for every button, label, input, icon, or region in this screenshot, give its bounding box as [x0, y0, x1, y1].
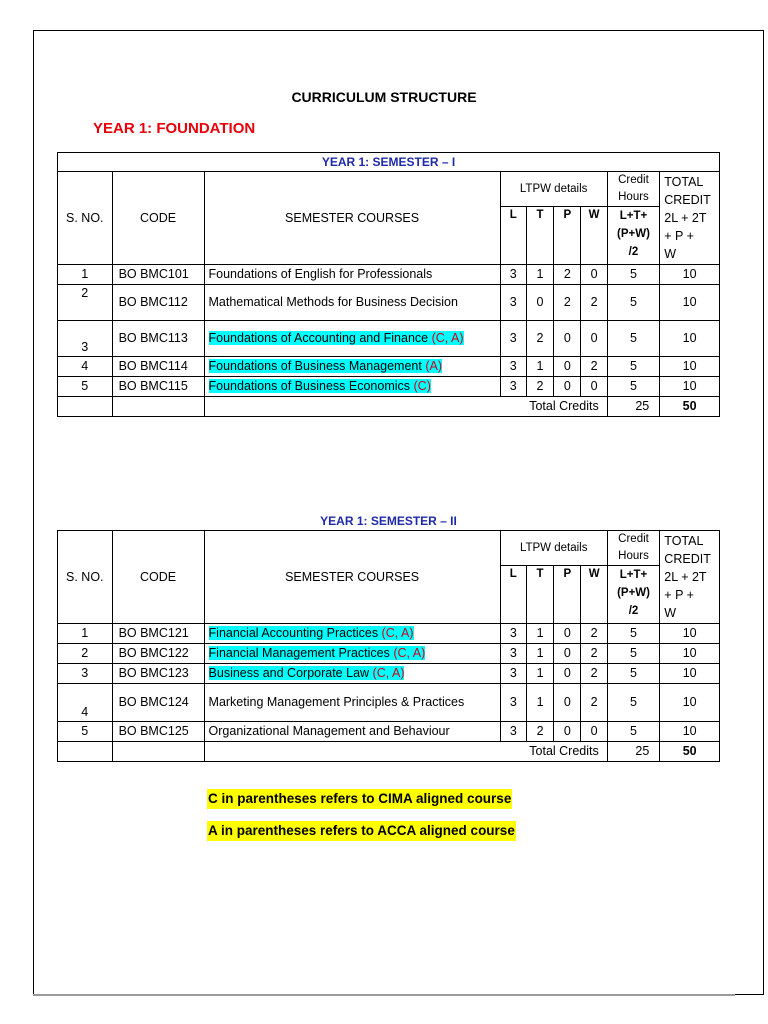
semester-caption: YEAR 1: SEMESTER – I — [58, 153, 720, 172]
total-spacer — [58, 742, 113, 762]
row-credit-hours: 5 — [607, 644, 660, 664]
row-code: BO BMC124 — [112, 684, 204, 722]
row-sno: 3 — [58, 321, 113, 357]
note-acca: A in parentheses refers to ACCA aligned course — [207, 821, 516, 841]
row-l: 3 — [500, 684, 526, 722]
row-w: 2 — [581, 285, 607, 321]
course-alignment-tag: (C, A) — [372, 666, 405, 680]
total-spacer — [112, 397, 204, 417]
row-sno: 2 — [58, 285, 113, 321]
row-code: BO BMC114 — [112, 357, 204, 377]
header-courses: SEMESTER COURSES — [204, 172, 500, 265]
header-l: L — [500, 207, 526, 265]
course-alignment-tag: (A) — [425, 359, 442, 373]
row-w: 2 — [581, 684, 607, 722]
course-row — [58, 722, 720, 742]
total-spacer — [58, 397, 113, 417]
row-credit-hours: 5 — [607, 664, 660, 684]
course-row — [58, 285, 720, 321]
header-t: T — [526, 566, 553, 624]
header-formula: L+T+ (P+W) /2 — [607, 566, 660, 624]
header-sno: S. NO. — [58, 531, 113, 624]
course-row — [58, 321, 720, 357]
row-sno: 4 — [58, 684, 113, 722]
row-l: 3 — [500, 321, 526, 357]
row-course — [204, 285, 500, 321]
row-credit-hours: 5 — [607, 265, 660, 285]
header-formula: L+T+ (P+W) /2 — [607, 207, 660, 265]
row-t: 1 — [526, 644, 553, 664]
row-sno: 1 — [58, 265, 113, 285]
row-code: BO BMC115 — [112, 377, 204, 397]
header-w: W — [581, 566, 607, 624]
row-w: 0 — [581, 265, 607, 285]
row-course — [204, 265, 500, 285]
row-sno: 2 — [58, 644, 113, 664]
row-p: 0 — [554, 377, 581, 397]
row-credit-hours: 5 — [607, 624, 660, 644]
header-credit-hours: Credit Hours — [607, 531, 660, 566]
row-code: BO BMC113 — [112, 321, 204, 357]
course-alignment-tag: (C, A) — [431, 331, 464, 345]
header-code: CODE — [112, 172, 204, 265]
row-course — [204, 321, 500, 357]
row-t: 1 — [526, 265, 553, 285]
course-name: Organizational Management and Behaviour — [208, 724, 450, 738]
row-w: 0 — [581, 321, 607, 357]
row-code: BO BMC112 — [112, 285, 204, 321]
row-course — [204, 722, 500, 742]
row-course — [204, 377, 500, 397]
course-name: Financial Accounting Practices — [208, 626, 379, 640]
course-name: Mathematical Methods for Business Decision — [208, 295, 458, 309]
row-p: 0 — [554, 357, 581, 377]
header-l: L — [500, 566, 526, 624]
course-name: Foundations of Business Management — [208, 359, 422, 373]
row-p: 0 — [554, 722, 581, 742]
row-code: BO BMC123 — [112, 664, 204, 684]
header-credit-hours: Credit Hours — [607, 172, 660, 207]
row-t: 2 — [526, 377, 553, 397]
header-code: CODE — [112, 531, 204, 624]
course-name: Financial Management Practices — [208, 646, 390, 660]
row-code: BO BMC125 — [112, 722, 204, 742]
row-p: 0 — [554, 644, 581, 664]
row-p: 0 — [554, 684, 581, 722]
row-l: 3 — [500, 624, 526, 644]
row-total-credit: 10 — [660, 664, 720, 684]
course-name: Foundations of Accounting and Finance — [208, 331, 429, 345]
row-w: 2 — [581, 644, 607, 664]
row-l: 3 — [500, 644, 526, 664]
row-code: BO BMC121 — [112, 624, 204, 644]
row-w: 2 — [581, 624, 607, 644]
row-t: 1 — [526, 357, 553, 377]
row-total-credit: 10 — [660, 684, 720, 722]
footer-divider — [33, 994, 735, 996]
note-cima: C in parentheses refers to CIMA aligned course — [207, 789, 512, 809]
course-row — [58, 265, 720, 285]
course-name: Business and Corporate Law — [208, 666, 370, 680]
semester-1-table — [57, 152, 720, 417]
row-l: 3 — [500, 357, 526, 377]
course-alignment-tag: (C, A) — [393, 646, 426, 660]
row-credit-hours: 5 — [607, 722, 660, 742]
row-sno: 4 — [58, 357, 113, 377]
row-code: BO BMC101 — [112, 265, 204, 285]
total-spacer — [112, 742, 204, 762]
course-name: Foundations of Business Economics — [208, 379, 411, 393]
course-alignment-tag: (C, A) — [381, 626, 414, 640]
row-total-credit: 10 — [660, 265, 720, 285]
total-credits: 50 — [660, 397, 720, 417]
row-w: 0 — [581, 377, 607, 397]
header-ltpw: LTPW details — [500, 172, 607, 207]
row-total-credit: 10 — [660, 644, 720, 664]
course-name: Marketing Management Principles & Practices — [208, 695, 465, 709]
row-w: 2 — [581, 357, 607, 377]
total-credits: 50 — [660, 742, 720, 762]
document-title: CURRICULUM STRUCTURE — [291, 89, 477, 105]
row-total-credit: 10 — [660, 357, 720, 377]
semester-2-table — [57, 512, 720, 762]
course-row — [58, 644, 720, 664]
total-hours: 25 — [607, 742, 660, 762]
header-courses: SEMESTER COURSES — [204, 531, 500, 624]
row-t: 2 — [526, 722, 553, 742]
header-sno: S. NO. — [58, 172, 113, 265]
row-credit-hours: 5 — [607, 377, 660, 397]
course-alignment-tag: (C) — [413, 379, 431, 393]
row-t: 0 — [526, 285, 553, 321]
row-total-credit: 10 — [660, 377, 720, 397]
row-p: 2 — [554, 265, 581, 285]
header-p: P — [554, 566, 581, 624]
row-w: 2 — [581, 664, 607, 684]
row-course — [204, 664, 500, 684]
row-credit-hours: 5 — [607, 684, 660, 722]
row-credit-hours: 5 — [607, 357, 660, 377]
course-name: Foundations of English for Professionals — [208, 267, 433, 281]
course-row — [58, 684, 720, 722]
row-total-credit: 10 — [660, 624, 720, 644]
row-t: 2 — [526, 321, 553, 357]
row-course — [204, 357, 500, 377]
row-t: 1 — [526, 664, 553, 684]
header-w: W — [581, 207, 607, 265]
row-p: 0 — [554, 624, 581, 644]
row-sno: 5 — [58, 377, 113, 397]
row-course — [204, 644, 500, 664]
row-total-credit: 10 — [660, 285, 720, 321]
header-p: P — [554, 207, 581, 265]
row-sno: 5 — [58, 722, 113, 742]
header-total-credit: TOTAL CREDIT 2L + 2T + P + W — [660, 531, 720, 624]
row-l: 3 — [500, 285, 526, 321]
course-row — [58, 357, 720, 377]
row-t: 1 — [526, 624, 553, 644]
row-sno: 3 — [58, 664, 113, 684]
row-code: BO BMC122 — [112, 644, 204, 664]
row-l: 3 — [500, 664, 526, 684]
row-total-credit: 10 — [660, 722, 720, 742]
header-total-credit: TOTAL CREDIT 2L + 2T + P + W — [660, 172, 720, 265]
row-sno: 1 — [58, 624, 113, 644]
row-total-credit: 10 — [660, 321, 720, 357]
row-p: 0 — [554, 664, 581, 684]
row-l: 3 — [500, 377, 526, 397]
row-l: 3 — [500, 265, 526, 285]
total-hours: 25 — [607, 397, 660, 417]
row-credit-hours: 5 — [607, 285, 660, 321]
semester-caption: YEAR 1: SEMESTER – II — [58, 512, 720, 531]
row-t: 1 — [526, 684, 553, 722]
row-course — [204, 684, 500, 722]
row-p: 0 — [554, 321, 581, 357]
total-credits-label: Total Credits — [204, 742, 607, 762]
total-credits-label: Total Credits — [204, 397, 607, 417]
header-ltpw: LTPW details — [500, 531, 607, 566]
year-heading: YEAR 1: FOUNDATION — [93, 120, 256, 137]
row-course — [204, 624, 500, 644]
course-row — [58, 377, 720, 397]
row-p: 2 — [554, 285, 581, 321]
row-credit-hours: 5 — [607, 321, 660, 357]
course-row — [58, 624, 720, 644]
row-l: 3 — [500, 722, 526, 742]
header-t: T — [526, 207, 553, 265]
course-row — [58, 664, 720, 684]
row-w: 0 — [581, 722, 607, 742]
